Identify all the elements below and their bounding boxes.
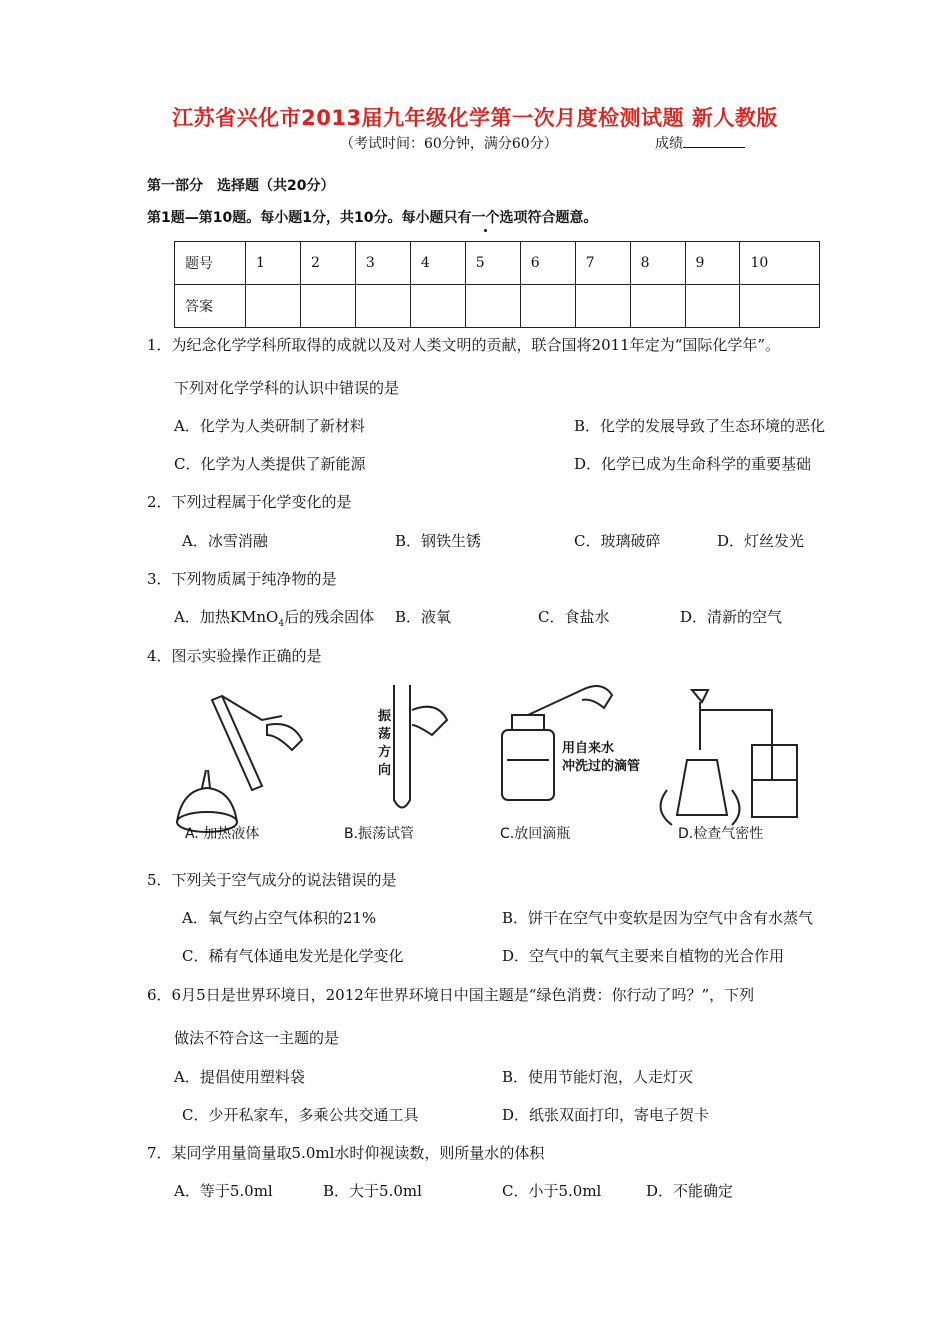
question-7-option-b: B．大于5.0ml — [323, 1182, 422, 1200]
answer-cell[interactable] — [410, 285, 465, 328]
question-5-option-c: C．稀有气体通电发光是化学变化 — [182, 947, 404, 965]
table-cell: 4 — [410, 242, 465, 285]
exam-info: （考试时间：60分钟，满分60分） — [340, 136, 558, 152]
section-title: 第一部分 选择题（共20分） — [147, 178, 335, 194]
table-cell: 5 — [465, 242, 520, 285]
answer-cell[interactable] — [740, 285, 820, 328]
table-cell: 3 — [355, 242, 410, 285]
question-6-option-b: B．使用节能灯泡，人走灯灭 — [502, 1068, 694, 1086]
question-2-stem: 2．下列过程属于化学变化的是 — [147, 493, 352, 511]
section-instruction — [147, 207, 597, 227]
score-label: 成绩 — [655, 136, 683, 152]
caption-b: B.振荡试管 — [344, 826, 415, 842]
answer-table — [174, 241, 820, 328]
figure-d-airtightness — [661, 690, 797, 825]
table-cell: 1 — [246, 242, 301, 285]
option-a-text-end: 后的残余固体 — [284, 608, 375, 626]
table-header-cell: 答案 — [175, 285, 246, 328]
question-3-option-d: D．清新的空气 — [680, 608, 783, 626]
table-cell: 8 — [630, 242, 685, 285]
figure-b-shaking — [394, 685, 447, 808]
question-5-option-b: B．饼干在空气中变软是因为空气中含有水蒸气 — [502, 909, 814, 927]
question-5-stem: 5．下列关于空气成分的说法错误的是 — [147, 871, 397, 889]
question-5-option-a: A．氧气约占空气体积的21% — [182, 909, 377, 927]
option-a-text: A．加热KMnO — [174, 608, 279, 626]
score-field — [655, 133, 745, 153]
question-6-option-a: A．提倡使用塑料袋 — [174, 1068, 305, 1086]
answer-cell[interactable] — [520, 285, 575, 328]
question-1-option-c: C．化学为人类提供了新能源 — [174, 455, 366, 473]
question-3-option-a — [174, 606, 374, 629]
answer-cell[interactable] — [355, 285, 410, 328]
question-2-option-b: B．钢铁生锈 — [395, 532, 482, 550]
label-shaking-direction: 振荡方向 — [378, 709, 392, 778]
question-2-option-d: D．灯丝发光 — [717, 532, 805, 550]
question-6-option-d: D．纸张双面打印，寄电子贺卡 — [502, 1106, 710, 1124]
answer-cell[interactable] — [630, 285, 685, 328]
subscript: 4 — [278, 619, 285, 629]
question-7-stem: 7．某同学用量筒量取5.0ml水时仰视读数，则所量水的体积 — [147, 1144, 545, 1162]
answer-cell[interactable] — [300, 285, 355, 328]
question-3-option-b: B．液氧 — [395, 608, 452, 626]
table-cell: 10 — [740, 242, 820, 285]
emphasis-text: 一个 — [471, 207, 499, 227]
table-cell: 7 — [575, 242, 630, 285]
table-cell: 6 — [520, 242, 575, 285]
question-5-option-d: D．空气中的氧气主要来自植物的光合作用 — [502, 947, 785, 965]
instruction-text: 第1题—第10题。每小题1分，共10分。每小题只有 — [147, 210, 472, 226]
question-1-option-a: A．化学为人类研制了新材料 — [174, 417, 365, 435]
table-header-cell: 题号 — [175, 242, 246, 285]
answer-cell[interactable] — [685, 285, 740, 328]
question-2-option-a: A．冰雪消融 — [182, 532, 268, 550]
caption-d: D.检查气密性 — [678, 826, 764, 842]
score-blank[interactable] — [683, 133, 745, 148]
answer-cell[interactable] — [465, 285, 520, 328]
label-rinsed-dropper: 冲洗过的滴管 — [562, 759, 641, 774]
question-3-stem: 3．下列物质属于纯净物的是 — [147, 570, 337, 588]
answer-cell[interactable] — [246, 285, 301, 328]
table-cell: 9 — [685, 242, 740, 285]
question-4-stem: 4．图示实验操作正确的是 — [147, 647, 322, 665]
table-row-answers — [175, 285, 820, 328]
table-row-numbers — [175, 242, 820, 285]
question-1-option-b: B．化学的发展导致了生态环境的恶化 — [574, 417, 826, 435]
caption-c: C.放回滴瓶 — [500, 826, 571, 842]
question-6-option-c: C．少开私家车，多乘公共交通工具 — [182, 1106, 419, 1124]
question-6-stem-2: 做法不符合这一主题的是 — [174, 1029, 340, 1047]
question-7-option-d: D．不能确定 — [646, 1182, 734, 1200]
table-cell: 2 — [300, 242, 355, 285]
question-1-stem: 1．为纪念化学学科所取得的成就以及对人类文明的贡献，联合国将2011年定为“国际化学年”。 — [147, 336, 781, 354]
question-7-option-c: C．小于5.0ml — [502, 1182, 602, 1200]
question-1-stem-2: 下列对化学学科的认识中错误的是 — [174, 379, 400, 397]
page-title: 江苏省兴化市2013届九年级化学第一次月度检测试题 新人教版 — [172, 106, 778, 130]
answer-cell[interactable] — [575, 285, 630, 328]
label-tap-water: 用自来水 — [562, 741, 615, 756]
question-2-option-c: C．玻璃破碎 — [574, 532, 661, 550]
question-6-stem: 6．6月5日是世界环境日，2012年世界环境日中国主题是“绿色消费：你行动了吗？”，下列 — [147, 986, 755, 1004]
caption-a: A. 加热液体 — [185, 826, 260, 842]
question-7-option-a: A．等于5.0ml — [174, 1182, 273, 1200]
question-3-option-c: C．食盐水 — [538, 608, 610, 626]
figure-a-heating — [177, 696, 302, 832]
question-1-option-d: D．化学已成为生命科学的重要基础 — [574, 455, 812, 473]
instruction-text-end: 选项符合题意。 — [499, 210, 598, 226]
